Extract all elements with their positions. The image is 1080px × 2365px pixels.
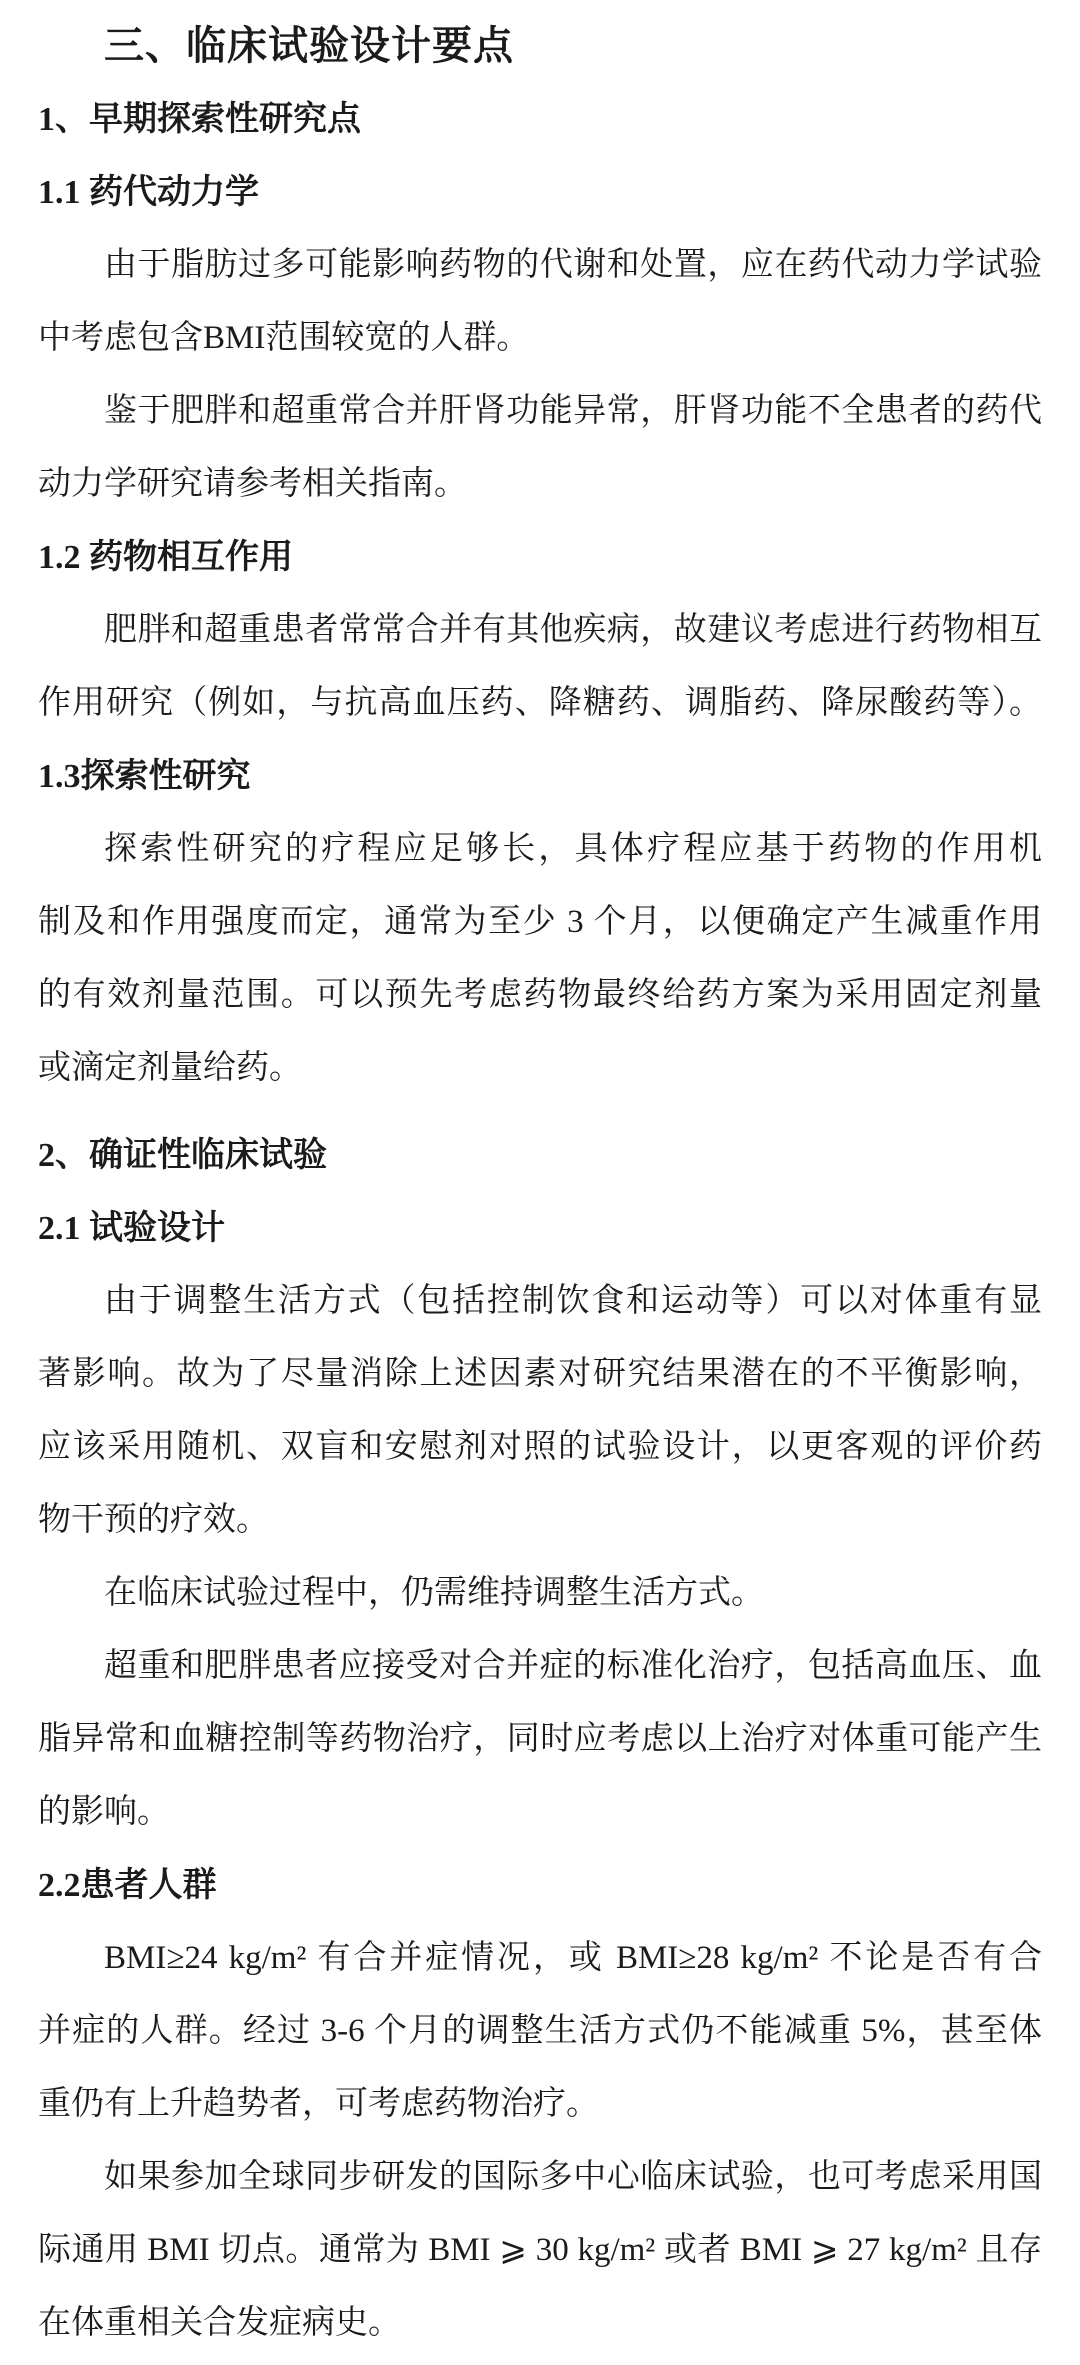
para-drug-interaction-line2: 作用研究（例如，与抗高血压药、降糖药、调脂药、降尿酸药等）。: [38, 685, 1042, 721]
para-drug-interaction-line1: 肥胖和超重患者常常合并有其他疾病，故建议考虑进行药物相互: [104, 612, 1042, 648]
para-exploratory-line2: 制及和作用强度而定，通常为至少 3 个月，以便确定产生减重作用: [38, 904, 1043, 940]
para-comorbidity-care-line1: 超重和肥胖患者应接受对合并症的标准化治疗，包括高血压、血: [104, 1648, 1042, 1684]
para-trial-design-line4: 物干预的疗效。: [38, 1502, 269, 1538]
para-patient-population-line3: 重仍有上升趋势者，可考虑药物治疗。: [38, 2086, 599, 2122]
para-lifestyle-line1: 在临床试验过程中，仍需维持调整生活方式。: [104, 1575, 764, 1611]
para-global-trial-line2: 际通用 BMI 切点。通常为 BMI ⩾ 30 kg/m² 或者 BMI ⩾ 27 kg/m² 且存: [38, 2232, 1042, 2268]
heading-1-1-pharmacokinetics: 1.1 药代动力学: [38, 174, 259, 211]
heading-1-early-exploratory: 1、早期探索性研究点: [38, 101, 361, 138]
heading-2-confirmatory-trial: 2、确证性临床试验: [38, 1137, 327, 1174]
para-patient-population-line2: 并症的人群。经过 3-6 个月的调整生活方式仍不能减重 5%，甚至体: [38, 2013, 1042, 2049]
para-pharmacokinetics-line2: 中考虑包含BMI范围较宽的人群。: [38, 320, 530, 356]
para-hepatic-renal-line2: 动力学研究请参考相关指南。: [38, 466, 467, 502]
para-trial-design-line1: 由于调整生活方式（包括控制饮食和运动等）可以对体重有显: [104, 1283, 1042, 1319]
para-hepatic-renal-line1: 鉴于肥胖和超重常合并肝肾功能异常，肝肾功能不全患者的药代: [104, 393, 1042, 429]
doc-title: 三、临床试验设计要点: [104, 24, 514, 68]
para-trial-design-line2: 著影响。故为了尽量消除上述因素对研究结果潜在的不平衡影响，: [38, 1356, 1042, 1392]
para-trial-design-line3: 应该采用随机、双盲和安慰剂对照的试验设计，以更客观的评价药: [38, 1429, 1042, 1465]
heading-2-1-trial-design: 2.1 试验设计: [38, 1210, 225, 1247]
para-pharmacokinetics-line1: 由于脂肪过多可能影响药物的代谢和处置，应在药代动力学试验: [104, 247, 1042, 283]
para-exploratory-line1: 探索性研究的疗程应足够长，具体疗程应基于药物的作用机: [104, 831, 1042, 867]
para-global-trial-line3: 在体重相关合发症病史。: [38, 2305, 401, 2341]
heading-1-3-exploratory-study: 1.3探索性研究: [38, 758, 251, 795]
para-exploratory-line3: 的有效剂量范围。可以预先考虑药物最终给药方案为采用固定剂量: [38, 977, 1042, 1013]
para-global-trial-line1: 如果参加全球同步研发的国际多中心临床试验，也可考虑采用国: [104, 2159, 1042, 2195]
para-patient-population-line1: BMI≥24 kg/m² 有合并症情况，或 BMI≥28 kg/m² 不论是否有合: [104, 1940, 1042, 1976]
heading-2-2-patient-population: 2.2患者人群: [38, 1867, 217, 1904]
para-comorbidity-care-line3: 的影响。: [38, 1794, 170, 1830]
para-exploratory-line4: 或滴定剂量给药。: [38, 1050, 302, 1086]
para-comorbidity-care-line2: 脂异常和血糖控制等药物治疗，同时应考虑以上治疗对体重可能产生: [38, 1721, 1042, 1757]
heading-1-2-drug-interaction: 1.2 药物相互作用: [38, 539, 293, 576]
